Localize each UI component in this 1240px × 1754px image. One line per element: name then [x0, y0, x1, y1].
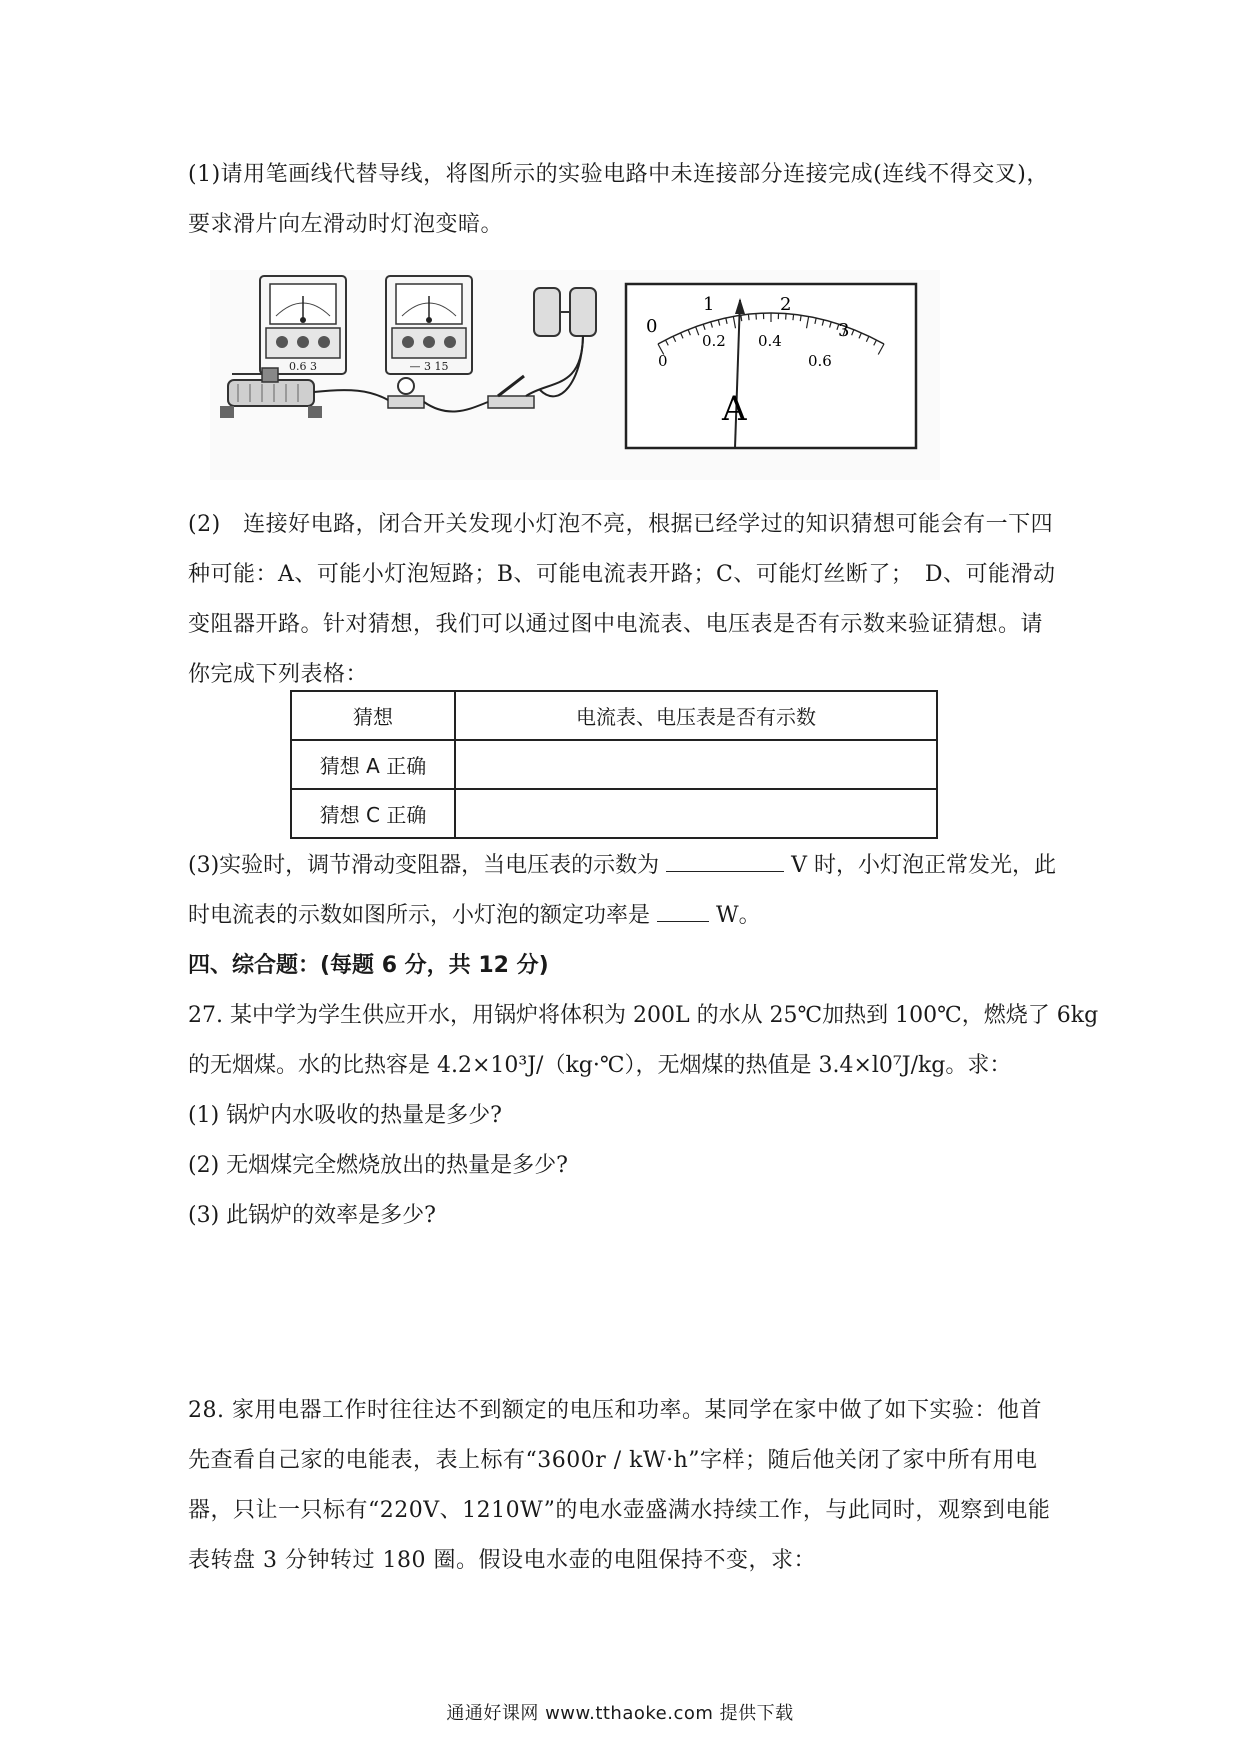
page-footer: 通通好课网 www.tthaoke.com 提供下载: [446, 1703, 794, 1724]
table-cell-guess-c: 猜想 C 正确: [291, 789, 455, 838]
dial-bottom-label-0: 0: [658, 352, 668, 370]
dial-top-label-0: 0: [646, 316, 658, 337]
dial-bottom-label-3: 0.6: [808, 352, 832, 370]
q27-line2: 的无烟煤。水的比热容是 4.2×10³J/（kg·℃），无烟煤的热值是 3.4×l0⁷J/kg。求：: [188, 1053, 1012, 1078]
q27-sub1: (1) 锅炉内水吸收的热量是多少?: [188, 1103, 502, 1128]
q26-part3-text-c: 时电流表的示数如图所示，小灯泡的额定功率是: [188, 903, 651, 928]
table-header-row: [291, 691, 937, 740]
table-cell-answer-c[interactable]: [455, 789, 937, 838]
dial-top-label-3: 3: [838, 320, 850, 341]
q26-part3-line1: [188, 850, 1056, 882]
q27-sub3: (3) 此锅炉的效率是多少?: [188, 1203, 436, 1228]
table-row: [291, 789, 937, 838]
q26-part3-text-d: W。: [716, 903, 761, 928]
voltage-blank[interactable]: [666, 851, 784, 872]
circuit-figure: [210, 270, 940, 480]
table-header-guess: 猜想: [291, 691, 455, 740]
ammeter-dial-reading: [626, 284, 916, 448]
ammeter-terminal-labels: 0.6 3: [289, 360, 317, 373]
q26-part2: (2) 连接好电路，闭合开关发现小灯泡不亮，根据已经学过的知识猜想可能会有一下四种可能：A、可能小灯泡短路；B、可能电流表开路；C、可能灯丝断了； D、可能滑动变阻器开路。针对猜想，我们可以通过图中电流表、电压表是否有示数来验证猜想。请你完成下列表格：: [188, 512, 1056, 687]
q26-part3-text-b: V 时，小灯泡正常发光，此: [791, 853, 1057, 878]
table-header-readings: 电流表、电压表是否有示数: [455, 691, 937, 740]
q26-part3-line2: [188, 900, 761, 932]
dial-tick: [793, 314, 794, 320]
q28-text: 28. 家用电器工作时往往达不到额定的电压和功率。某同学在家中做了如下实验：他首先查看自己家的电能表，表上标有“3600r / kW·h”字样；随后他关闭了家中所有用电器，只让一只标有“220V、1210W”的电水壶盛满水持续工作，与此同时，观察到电能表转盘 3 分钟转过 180 圈。假设电水壶的电阻保持不变，求：: [188, 1398, 1051, 1573]
ammeter-device: [260, 276, 346, 374]
voltmeter-terminal-labels: — 3 15: [409, 360, 449, 373]
q27-line1: 27. 某中学为学生供应开水，用锅炉将体积为 200L 的水从 25℃加热到 100℃，燃烧了 6kg: [188, 1003, 1099, 1028]
dial-top-label-2: 2: [780, 294, 792, 315]
q27-sub2: (2) 无烟煤完全燃烧放出的热量是多少?: [188, 1153, 568, 1178]
table-cell-answer-a[interactable]: [455, 740, 937, 789]
q26-part3-text-a: (3)实验时，调节滑动变阻器，当电压表的示数为: [188, 853, 660, 878]
dial-unit-label: A: [722, 389, 747, 429]
guess-table: [290, 690, 938, 839]
table-cell-guess-a: 猜想 A 正确: [291, 740, 455, 789]
dial-bottom-label-1: 0.2: [702, 332, 726, 350]
dial-bottom-label-2: 0.4: [758, 332, 782, 350]
power-blank[interactable]: [657, 901, 709, 922]
section-title: 四、综合题：(每题 6 分，共 12 分): [188, 953, 549, 978]
q26-part1: (1)请用笔画线代替导线，将图所示的实验电路中未连接部分连接完成(连线不得交叉)，要求滑片向左滑动时灯泡变暗。: [188, 162, 1049, 237]
dial-top-label-1: 1: [703, 294, 715, 315]
voltmeter-device: [386, 276, 472, 374]
dial-tick: [748, 314, 749, 320]
table-row: [291, 740, 937, 789]
